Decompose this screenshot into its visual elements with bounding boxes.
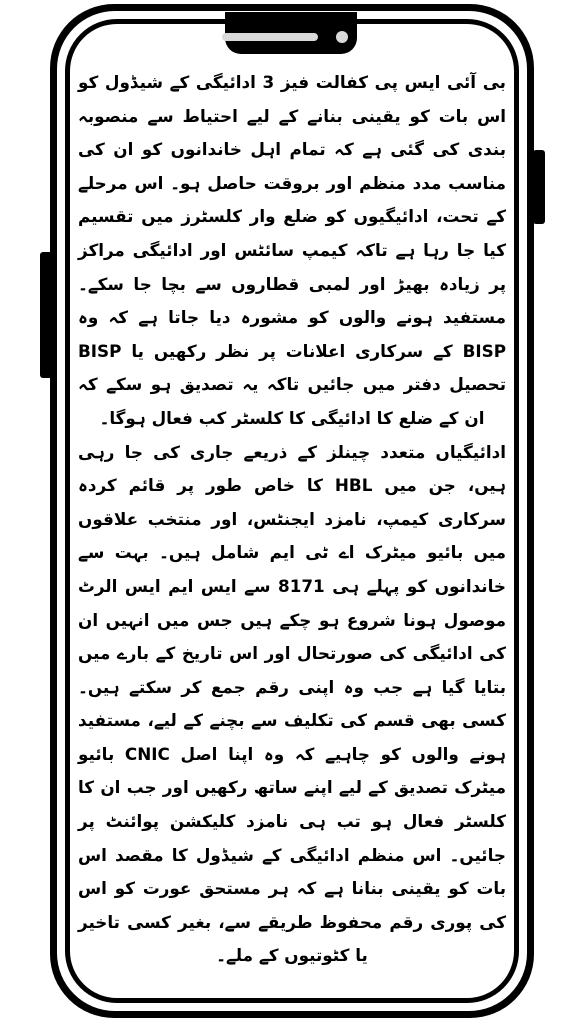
front-camera-icon [336,31,348,43]
article-body [78,66,506,982]
power-button [533,150,545,224]
article-paragraph: ادائیگیاں متعدد چینلز کے ذریعے جاری کی جا رہی ہیں، جن میں HBL کا خاص طور پر قائم کردہ سرکاری کیمپ، نامزد ایجنٹس، اور منتخب علاقوں میں بائیو میٹرک اے ٹی ایم شامل ہیں۔ بہت سے خاندانوں کو پہلے ہی 8171 سے ایس ایم ایس الرٹ موصول ہونا شروع ہو چکے ہیں جس میں انہیں ان کی ادائیگی کی صورتحال اور اس تاریخ کے بارے میں بتایا گیا ہے جب وہ اپنی رقم جمع کر سکتے ہیں۔ کسی بھی قسم کی تکلیف سے بچنے کے لیے، مستفید ہونے والوں کو چاہیے کہ وہ اپنا اصل CNIC بائیو میٹرک تصدیق کے لیے اپنے ساتھ رکھیں اور جب ان کا کلسٹر فعال ہو تب ہی نامزد کلیکشن پوائنٹ پر جائیں۔ اس منظم ادائیگی کے شیڈول کا مقصد اس بات کو یقینی بنانا ہے کہ ہر مستحق عورت کو اس کی پوری رقم محفوظ طریقے سے، بغیر کسی تاخیر یا کٹوتیوں کے ملے۔ [78,441,506,966]
article-paragraph: بی آئی ایس پی کفالت فیز 3 ادائیگی کے شیڈول کو اس بات کو یقینی بنانے کے لیے احتیاط سے منصوبہ بندی کی گئی ہے کہ تمام اہل خاندانوں کو ان کی مناسب مدد منظم اور بروقت حاصل ہو۔ اس مرحلے کے تحت، ادائیگیوں کو ضلع وار کلسٹرز میں تقسیم کیا جا رہا ہے تاکہ کیمپ سائٹس اور ادائیگی مراکز پر زیادہ بھیڑ اور لمبی قطاروں سے بچا جا سکے۔ مستفید ہونے والوں کو مشورہ دیا جاتا ہے کہ وہ BISP کے سرکاری اعلانات پر نظر رکھیں یا BISP تحصیل دفتر میں جائیں تاکہ یہ تصدیق ہو سکے کہ ان کے ضلع کا ادائیگی کا کلسٹر کب فعال ہوگا۔ [78,72,506,428]
speaker-grille-icon [222,33,318,41]
